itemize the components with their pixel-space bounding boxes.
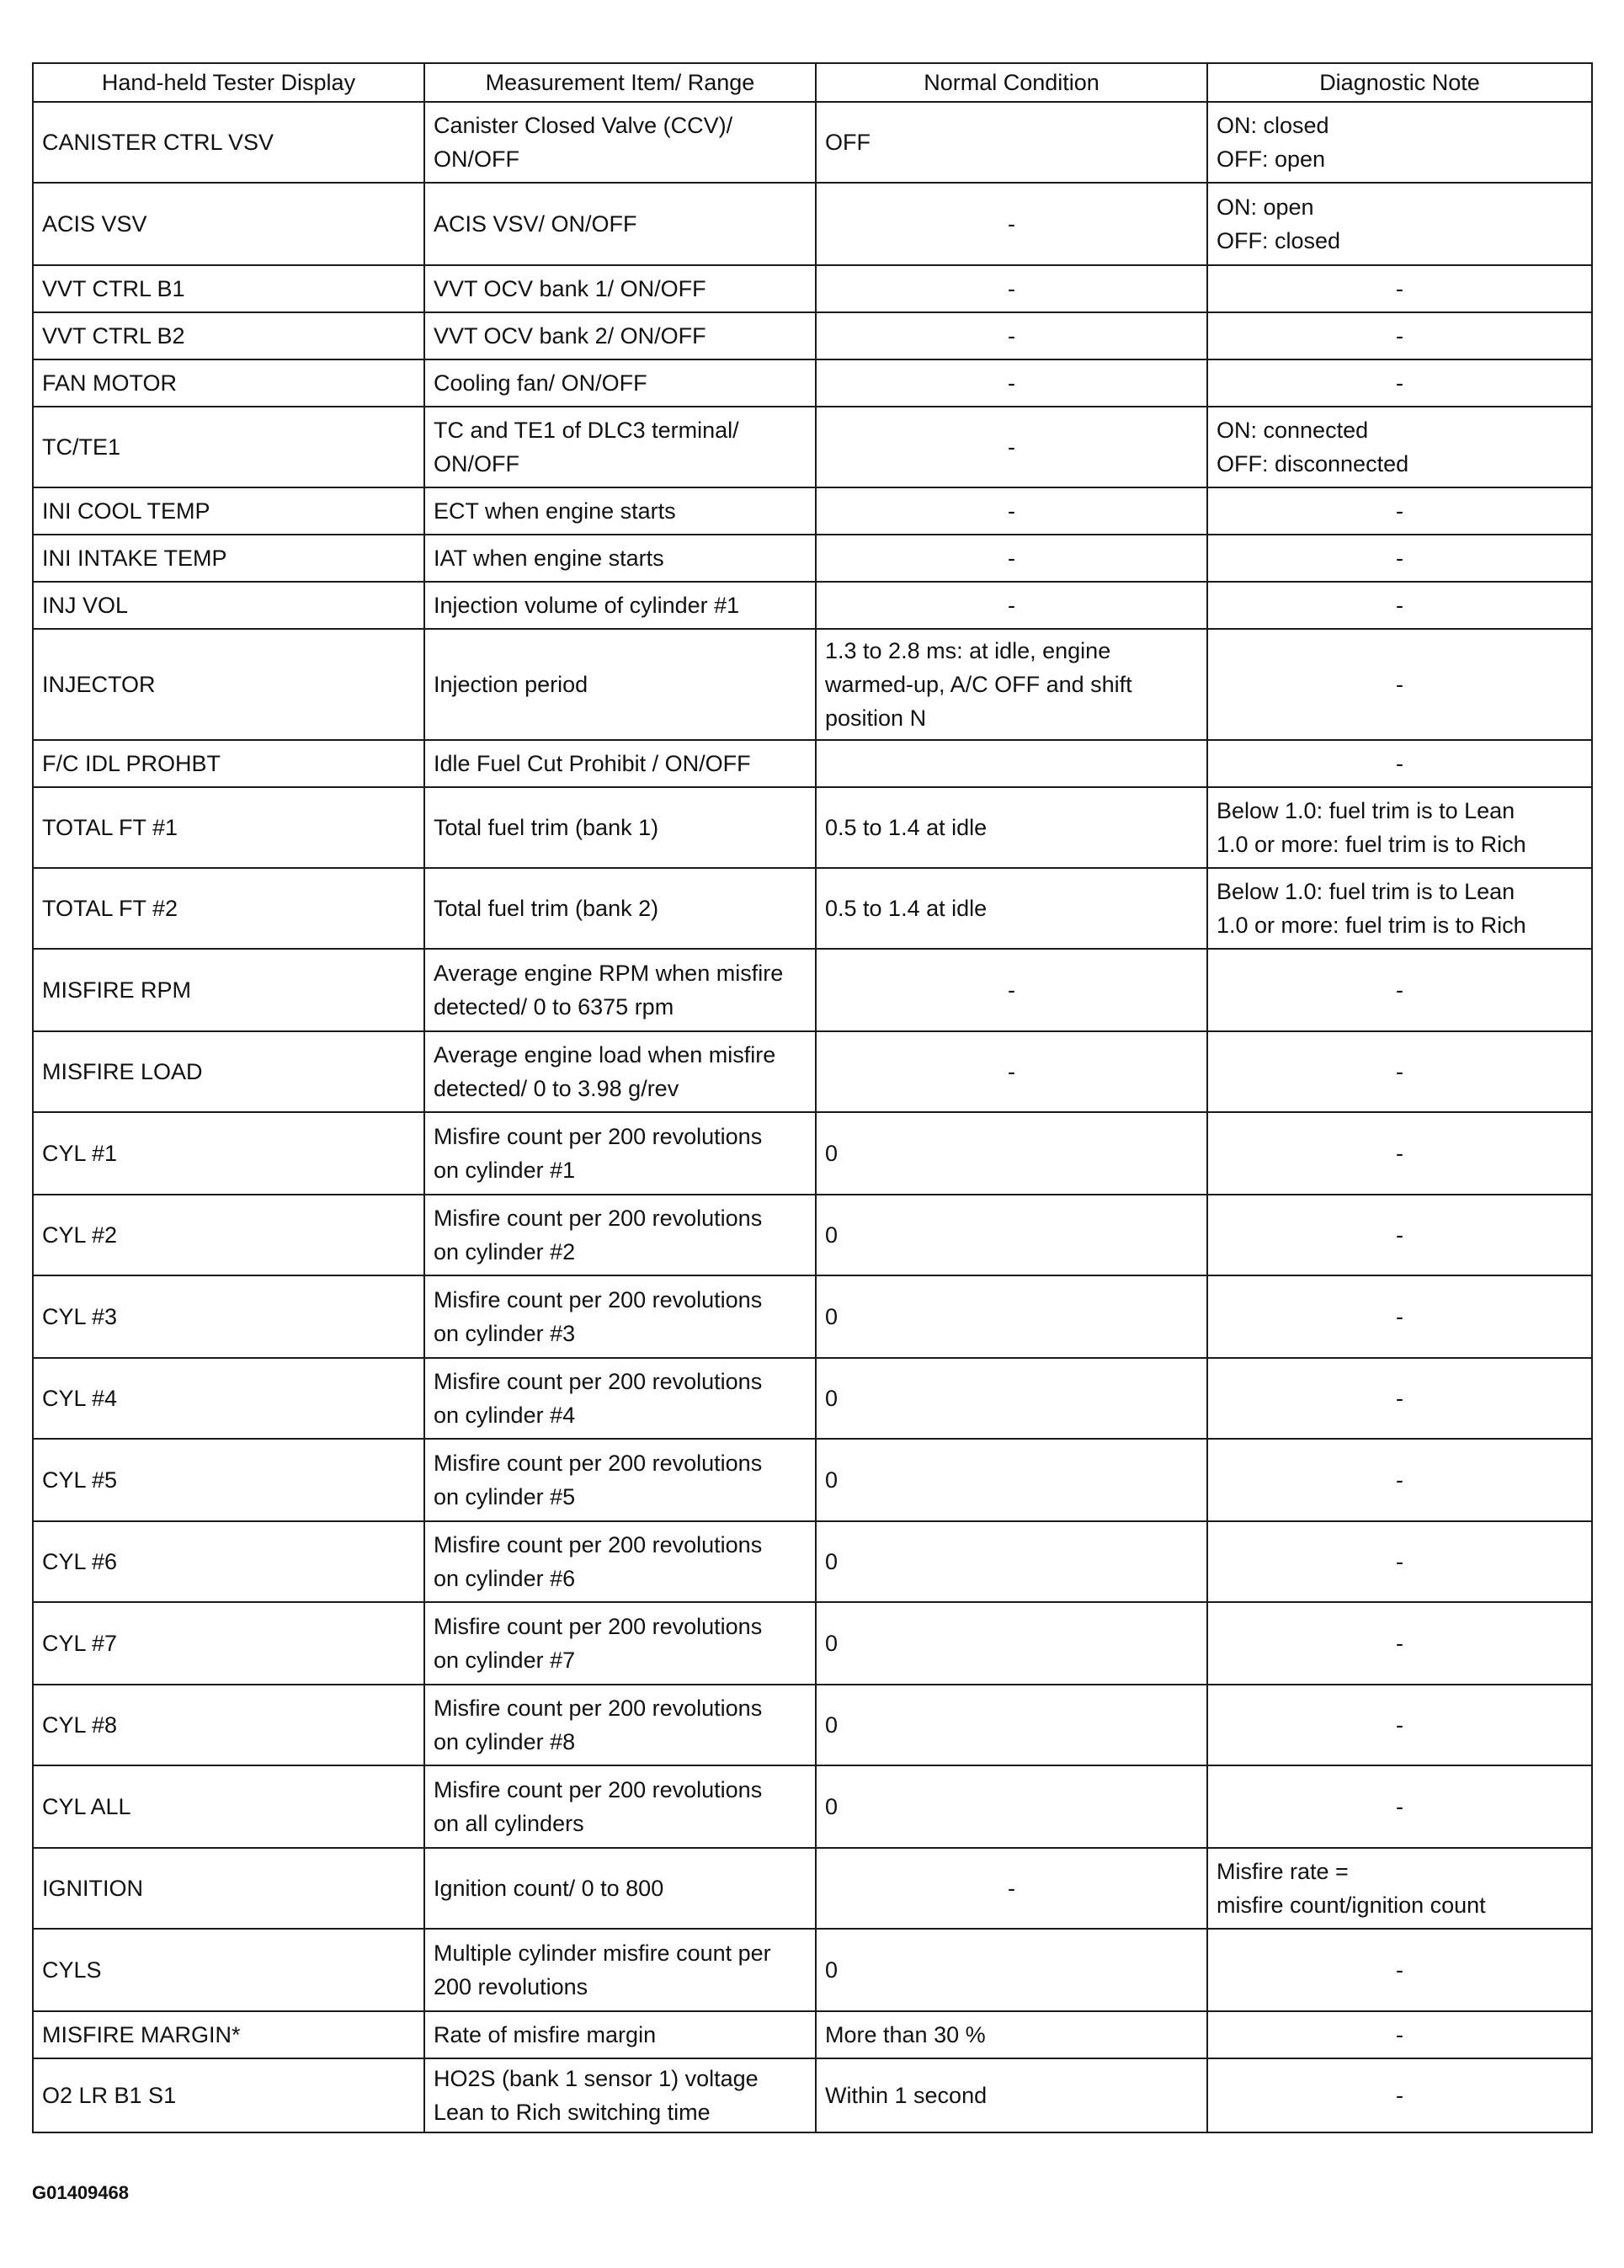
normal-condition-cell: 0 bbox=[816, 1929, 1207, 2011]
measurement-item-cell: Total fuel trim (bank 1) bbox=[424, 787, 816, 868]
table-row bbox=[33, 1685, 1592, 1765]
table-row bbox=[33, 2011, 1592, 2058]
tester-display-cell: CYL #6 bbox=[33, 1521, 424, 1602]
tester-display-cell: INJ VOL bbox=[33, 582, 424, 629]
diagnostic-note-cell: Misfire rate = misfire count/ignition count bbox=[1207, 1848, 1592, 1929]
normal-condition-cell: More than 30 % bbox=[816, 2011, 1207, 2058]
normal-condition-cell: 0 bbox=[816, 1358, 1207, 1439]
measurement-item-cell: Total fuel trim (bank 2) bbox=[424, 868, 816, 949]
diagnostic-note-cell: - bbox=[1207, 1929, 1592, 2011]
diagnostic-note-cell: - bbox=[1207, 359, 1592, 407]
normal-condition-cell: - bbox=[816, 487, 1207, 535]
normal-condition-cell: 0 bbox=[816, 1765, 1207, 1848]
diagnostic-note-cell: - bbox=[1207, 740, 1592, 787]
normal-condition-cell: 0 bbox=[816, 1112, 1207, 1195]
table-row bbox=[33, 265, 1592, 312]
diagnostic-note-cell: - bbox=[1207, 265, 1592, 312]
normal-condition-cell: OFF bbox=[816, 102, 1207, 183]
table-row bbox=[33, 359, 1592, 407]
tester-display-cell: INI COOL TEMP bbox=[33, 487, 424, 535]
normal-condition-cell: - bbox=[816, 1031, 1207, 1112]
measurement-item-cell: Misfire count per 200 revolutions on cylinder #1 bbox=[424, 1112, 816, 1195]
header-diagnostic-note: Diagnostic Note bbox=[1207, 63, 1592, 102]
measurement-item-cell: HO2S (bank 1 sensor 1) voltage Lean to Rich switching time bbox=[424, 2058, 816, 2132]
tester-display-cell: CANISTER CTRL VSV bbox=[33, 102, 424, 183]
table-row bbox=[33, 1848, 1592, 1929]
diagnostic-note-cell: Below 1.0: fuel trim is to Lean 1.0 or more: fuel trim is to Rich bbox=[1207, 787, 1592, 868]
diagnostic-table bbox=[32, 62, 1593, 2133]
normal-condition-cell: 0.5 to 1.4 at idle bbox=[816, 787, 1207, 868]
diagnostic-note-cell: - bbox=[1207, 1031, 1592, 1112]
tester-display-cell: CYL #1 bbox=[33, 1112, 424, 1195]
measurement-item-cell: VVT OCV bank 2/ ON/OFF bbox=[424, 312, 816, 359]
measurement-item-cell: Misfire count per 200 revolutions on cylinder #4 bbox=[424, 1358, 816, 1439]
table-row bbox=[33, 1358, 1592, 1439]
measurement-item-cell: Injection volume of cylinder #1 bbox=[424, 582, 816, 629]
normal-condition-cell: - bbox=[816, 407, 1207, 487]
tester-display-cell: CYLS bbox=[33, 1929, 424, 2011]
diagnostic-note-cell: - bbox=[1207, 1358, 1592, 1439]
table-row bbox=[33, 740, 1592, 787]
tester-display-cell: CYL #4 bbox=[33, 1358, 424, 1439]
normal-condition-cell: Within 1 second bbox=[816, 2058, 1207, 2132]
normal-condition-cell: 0.5 to 1.4 at idle bbox=[816, 868, 1207, 949]
normal-condition-cell: 0 bbox=[816, 1521, 1207, 1602]
diagnostic-note-cell: ON: closed OFF: open bbox=[1207, 102, 1592, 183]
normal-condition-cell: - bbox=[816, 312, 1207, 359]
diagnostic-note-cell: - bbox=[1207, 949, 1592, 1031]
measurement-item-cell: Misfire count per 200 revolutions on cylinder #8 bbox=[424, 1685, 816, 1765]
diagnostic-note-cell: - bbox=[1207, 2011, 1592, 2058]
tester-display-cell: INJECTOR bbox=[33, 629, 424, 740]
tester-display-cell: F/C IDL PROHBT bbox=[33, 740, 424, 787]
tester-display-cell: MISFIRE LOAD bbox=[33, 1031, 424, 1112]
table-row bbox=[33, 1521, 1592, 1602]
table-row bbox=[33, 102, 1592, 183]
header-normal-condition: Normal Condition bbox=[816, 63, 1207, 102]
diagnostic-note-cell: ON: open OFF: closed bbox=[1207, 183, 1592, 265]
normal-condition-cell: 0 bbox=[816, 1685, 1207, 1765]
table-row bbox=[33, 407, 1592, 487]
tester-display-cell: IGNITION bbox=[33, 1848, 424, 1929]
header-measurement-item: Measurement Item/ Range bbox=[424, 63, 816, 102]
normal-condition-cell: - bbox=[816, 1848, 1207, 1929]
measurement-item-cell: Injection period bbox=[424, 629, 816, 740]
table-row bbox=[33, 183, 1592, 265]
measurement-item-cell: Rate of misfire margin bbox=[424, 2011, 816, 2058]
measurement-item-cell: Misfire count per 200 revolutions on cylinder #3 bbox=[424, 1275, 816, 1358]
table-row bbox=[33, 487, 1592, 535]
tester-display-cell: CYL #2 bbox=[33, 1195, 424, 1275]
normal-condition-cell: - bbox=[816, 582, 1207, 629]
table-row bbox=[33, 1031, 1592, 1112]
normal-condition-cell: 0 bbox=[816, 1602, 1207, 1685]
measurement-item-cell: Misfire count per 200 revolutions on all cylinders bbox=[424, 1765, 816, 1848]
diagnostic-note-cell: - bbox=[1207, 1112, 1592, 1195]
measurement-item-cell: Ignition count/ 0 to 800 bbox=[424, 1848, 816, 1929]
measurement-item-cell: Misfire count per 200 revolutions on cylinder #2 bbox=[424, 1195, 816, 1275]
normal-condition-cell: - bbox=[816, 359, 1207, 407]
diagnostic-note-cell: - bbox=[1207, 1765, 1592, 1848]
tester-display-cell: CYL #7 bbox=[33, 1602, 424, 1685]
table-row bbox=[33, 312, 1592, 359]
table-row bbox=[33, 629, 1592, 740]
tester-display-cell: TC/TE1 bbox=[33, 407, 424, 487]
normal-condition-cell: - bbox=[816, 535, 1207, 582]
diagnostic-note-cell: - bbox=[1207, 312, 1592, 359]
measurement-item-cell: IAT when engine starts bbox=[424, 535, 816, 582]
document-id: G01409468 bbox=[32, 2182, 129, 2203]
measurement-item-cell: ECT when engine starts bbox=[424, 487, 816, 535]
table-row bbox=[33, 1275, 1592, 1358]
measurement-item-cell: Misfire count per 200 revolutions on cylinder #7 bbox=[424, 1602, 816, 1685]
diagnostic-note-cell: - bbox=[1207, 1439, 1592, 1521]
measurement-item-cell: ACIS VSV/ ON/OFF bbox=[424, 183, 816, 265]
measurement-item-cell: Misfire count per 200 revolutions on cylinder #5 bbox=[424, 1439, 816, 1521]
diagnostic-note-cell: - bbox=[1207, 582, 1592, 629]
normal-condition-cell: - bbox=[816, 949, 1207, 1031]
normal-condition-cell: 0 bbox=[816, 1439, 1207, 1521]
tester-display-cell: FAN MOTOR bbox=[33, 359, 424, 407]
diagnostic-note-cell: - bbox=[1207, 487, 1592, 535]
tester-display-cell: CYL #3 bbox=[33, 1275, 424, 1358]
tester-display-cell: CYL ALL bbox=[33, 1765, 424, 1848]
diagnostic-note-cell: - bbox=[1207, 1275, 1592, 1358]
diagnostic-note-cell: ON: connected OFF: disconnected bbox=[1207, 407, 1592, 487]
header-tester-display: Hand-held Tester Display bbox=[33, 63, 424, 102]
normal-condition-cell: - bbox=[816, 183, 1207, 265]
table-row bbox=[33, 582, 1592, 629]
tester-display-cell: TOTAL FT #2 bbox=[33, 868, 424, 949]
measurement-item-cell: Average engine load when misfire detected/ 0 to 3.98 g/rev bbox=[424, 1031, 816, 1112]
tester-display-cell: TOTAL FT #1 bbox=[33, 787, 424, 868]
diagnostic-note-cell: - bbox=[1207, 1602, 1592, 1685]
diagnostic-note-cell: - bbox=[1207, 1521, 1592, 1602]
measurement-item-cell: Multiple cylinder misfire count per 200 revolutions bbox=[424, 1929, 816, 2011]
measurement-item-cell: TC and TE1 of DLC3 terminal/ ON/OFF bbox=[424, 407, 816, 487]
header-row bbox=[33, 63, 1592, 102]
table-row bbox=[33, 1112, 1592, 1195]
diagnostic-note-cell: - bbox=[1207, 629, 1592, 740]
measurement-item-cell: Idle Fuel Cut Prohibit / ON/OFF bbox=[424, 740, 816, 787]
diagnostic-note-cell: - bbox=[1207, 1685, 1592, 1765]
diagnostic-note-cell: - bbox=[1207, 1195, 1592, 1275]
tester-display-cell: O2 LR B1 S1 bbox=[33, 2058, 424, 2132]
tester-display-cell: CYL #8 bbox=[33, 1685, 424, 1765]
table-row bbox=[33, 535, 1592, 582]
table-row bbox=[33, 1929, 1592, 2011]
tester-display-cell: CYL #5 bbox=[33, 1439, 424, 1521]
tester-display-cell: VVT CTRL B1 bbox=[33, 265, 424, 312]
measurement-item-cell: Misfire count per 200 revolutions on cylinder #6 bbox=[424, 1521, 816, 1602]
measurement-item-cell: Cooling fan/ ON/OFF bbox=[424, 359, 816, 407]
normal-condition-cell: 1.3 to 2.8 ms: at idle, engine warmed-up, A/C OFF and shift position N bbox=[816, 629, 1207, 740]
tester-display-cell: ACIS VSV bbox=[33, 183, 424, 265]
table-row bbox=[33, 1602, 1592, 1685]
table-row bbox=[33, 1439, 1592, 1521]
diagnostic-note-cell: - bbox=[1207, 2058, 1592, 2132]
normal-condition-cell: 0 bbox=[816, 1275, 1207, 1358]
tester-display-cell: VVT CTRL B2 bbox=[33, 312, 424, 359]
table-row bbox=[33, 1195, 1592, 1275]
table-row bbox=[33, 868, 1592, 949]
measurement-item-cell: VVT OCV bank 1/ ON/OFF bbox=[424, 265, 816, 312]
table-row bbox=[33, 2058, 1592, 2132]
table-row bbox=[33, 787, 1592, 868]
normal-condition-cell: - bbox=[816, 265, 1207, 312]
table-row bbox=[33, 1765, 1592, 1848]
diagnostic-note-cell: Below 1.0: fuel trim is to Lean 1.0 or more: fuel trim is to Rich bbox=[1207, 868, 1592, 949]
tester-display-cell: INI INTAKE TEMP bbox=[33, 535, 424, 582]
tester-display-cell: MISFIRE RPM bbox=[33, 949, 424, 1031]
normal-condition-cell bbox=[816, 740, 1207, 787]
tester-display-cell: MISFIRE MARGIN* bbox=[33, 2011, 424, 2058]
measurement-item-cell: Canister Closed Valve (CCV)/ ON/OFF bbox=[424, 102, 816, 183]
diagnostic-note-cell: - bbox=[1207, 535, 1592, 582]
table-row bbox=[33, 949, 1592, 1031]
normal-condition-cell: 0 bbox=[816, 1195, 1207, 1275]
measurement-item-cell: Average engine RPM when misfire detected/ 0 to 6375 rpm bbox=[424, 949, 816, 1031]
